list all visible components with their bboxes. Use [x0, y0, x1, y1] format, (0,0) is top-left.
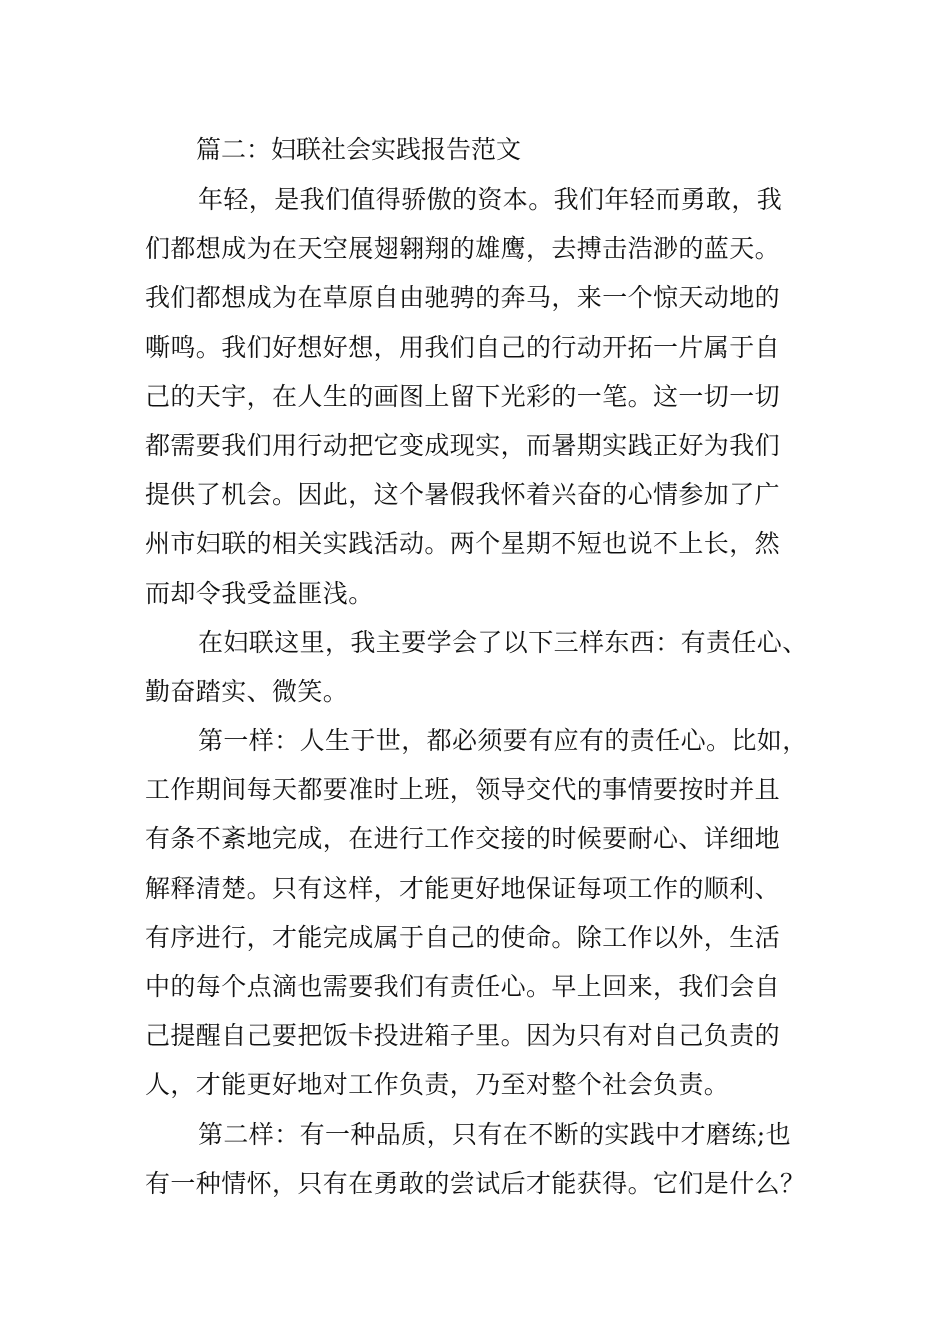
text-line: 我们都想成为在草原自由驰骋的奔马，来一个惊天动地的	[145, 283, 781, 313]
text-line: 己的天宇，在人生的画图上留下光彩的一笔。这一切一切	[145, 381, 781, 411]
text-line: 己提醒自己要把饭卡投进箱子里。因为只有对自己负责的	[145, 1021, 781, 1051]
text-line: 在妇联这里，我主要学会了以下三样东西：有责任心、	[198, 627, 808, 657]
text-line: 有一种情怀，只有在勇敢的尝试后才能获得。它们是什么？	[145, 1168, 806, 1198]
text-line: 第一样：人生于世，都必须要有应有的责任心。比如，	[198, 726, 808, 756]
text-line: 都需要我们用行动把它变成现实，而暑期实践正好为我们	[145, 430, 781, 460]
text-line: 有条不紊地完成，在进行工作交接的时候要耐心、详细地	[145, 824, 781, 854]
text-line: 工作期间每天都要准时上班，领导交代的事情要按时并且	[145, 775, 781, 805]
text-line: 有序进行，才能完成属于自己的使命。除工作以外，生活	[145, 922, 781, 952]
text-line: 提供了机会。因此，这个暑假我怀着兴奋的心情参加了广	[145, 480, 781, 510]
document-body	[145, 182, 810, 1215]
text-line: 中的每个点滴也需要我们有责任心。早上回来，我们会自	[145, 972, 781, 1001]
text-line: 们都想成为在天空展翅翱翔的雄鹰，去搏击浩渺的蓝天。	[145, 234, 781, 264]
text-line: 人，才能更好地对工作负责，乃至对整个社会负责。	[145, 1070, 730, 1100]
text-line: 嘶鸣。我们好想好想，用我们自己的行动开拓一片属于自	[145, 332, 781, 362]
document-title: 篇二：妇联社会实践报告范文	[196, 135, 522, 164]
text-line: 年轻，是我们值得骄傲的资本。我们年轻而勇敢，我	[198, 185, 783, 214]
text-line: 解释清楚。只有这样，才能更好地保证每项工作的顺利、	[145, 873, 781, 903]
text-line: 第二样：有一种品质，只有在不断的实践中才磨练;也	[198, 1119, 792, 1149]
text-line: 勤奋踏实、微笑。	[145, 676, 349, 706]
text-line: 而却令我受益匪浅。	[145, 578, 374, 608]
text-line: 州市妇联的相关实践活动。两个星期不短也说不上长，然	[145, 529, 781, 559]
